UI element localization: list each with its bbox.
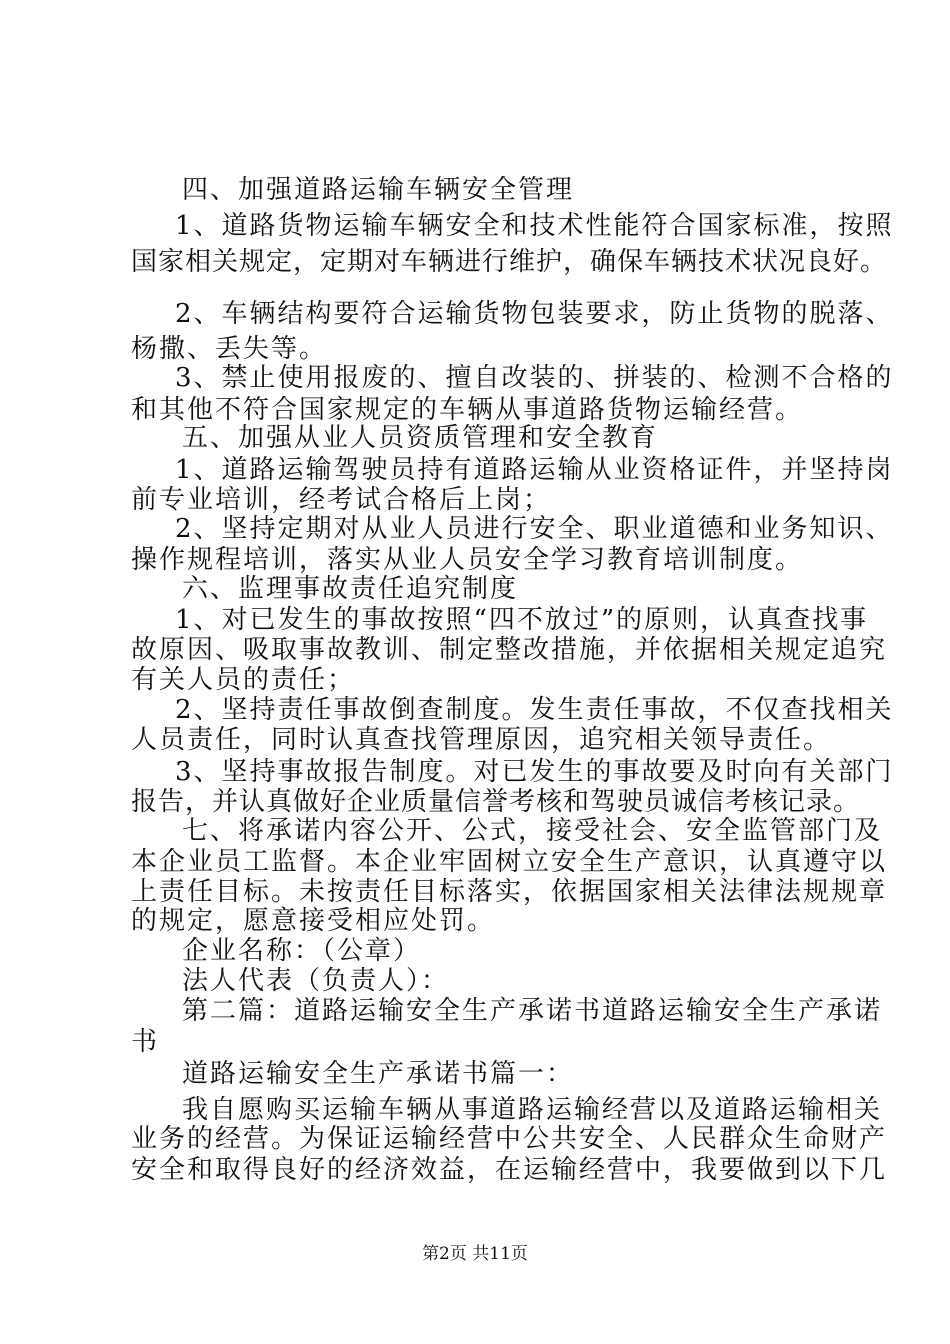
chapter-heading-2: 第二篇：道路运输安全生产承诺书道路运输安全生产承诺 xyxy=(182,996,883,1026)
paragraph-line: 1、对已发生的事故按照“四不放过”的原则，认真查找事 xyxy=(175,605,869,635)
subheading: 道路运输安全生产承诺书篇一： xyxy=(182,1059,575,1089)
section-heading-4: 四、加强道路运输车辆安全管理 xyxy=(182,175,575,205)
paragraph-line: 3、坚持事故报告制度。对已发生的事故要及时向有关部门 xyxy=(175,757,894,787)
legal-representative-field: 法人代表（负责人）： xyxy=(182,966,450,996)
paragraph-line: 国家相关规定，定期对车辆进行维护，确保车辆技术状况良好。 xyxy=(131,247,888,277)
paragraph-line: 和其他不符合国家规定的车辆从事道路货物运输经营。 xyxy=(131,395,804,425)
paragraph-line: 有关人员的责任； xyxy=(131,665,356,695)
paragraph-line: 杨撒、丢失等。 xyxy=(131,334,328,364)
paragraph-line: 2、坚持责任事故倒查制度。发生责任事故，不仅查找相关 xyxy=(175,695,894,725)
paragraph-line: 上责任目标。未按责任目标落实，依据国家相关法律法规规章 xyxy=(131,877,888,907)
paragraph-line: 1、道路运输驾驶员持有道路运输从业资格证件，并坚持岗 xyxy=(175,455,894,485)
paragraph-line: 前专业培训，经考试合格后上岗； xyxy=(131,485,552,515)
section-heading-5: 五、加强从业人员资质管理和安全教育 xyxy=(182,423,659,453)
company-name-field: 企业名称：（公章） xyxy=(182,936,422,966)
paragraph-line: 报告，并认真做好企业质量信誉考核和驾驶员诚信考核记录。 xyxy=(131,787,861,817)
paragraph-line: 七、将承诺内容公开、公式，接受社会、安全监管部门及 xyxy=(182,816,883,846)
paragraph-line: 2、车辆结构要符合运输货物包装要求，防止货物的脱落、 xyxy=(175,299,894,329)
page-number: 第2页 共11页 xyxy=(422,1244,528,1264)
section-heading-6: 六、监理事故责任追究制度 xyxy=(182,574,519,604)
paragraph-line: 本企业员工监督。本企业牢固树立安全生产意识，认真遵守以 xyxy=(131,847,888,877)
paragraph-line: 人员责任，同时认真查找管理原因，追究相关领导责任。 xyxy=(131,725,832,755)
paragraph-line: 安全和取得良好的经济效益，在运输经营中，我要做到以下几 xyxy=(131,1155,888,1185)
paragraph-line: 故原因、吸取事故教训、制定整改措施，并依据相关规定追究 xyxy=(131,635,888,665)
paragraph-line: 业务的经营。为保证运输经营中公共安全、人民群众生命财产 xyxy=(131,1124,888,1154)
paragraph-line: 2、坚持定期对从业人员进行安全、职业道德和业务知识、 xyxy=(175,514,894,544)
paragraph-line: 操作规程培训，落实从业人员安全学习教育培训制度。 xyxy=(131,545,804,575)
paragraph-line: 我自愿购买运输车辆从事道路运输经营以及道路运输相关 xyxy=(182,1095,883,1125)
paragraph-line: 1、道路货物运输车辆安全和技术性能符合国家标准，按照 xyxy=(175,211,894,241)
paragraph-line: 3、禁止使用报废的、擅自改装的、拼装的、检测不合格的 xyxy=(175,363,894,393)
paragraph-line: 的规定，愿意接受相应处罚。 xyxy=(131,906,496,936)
paragraph-line: 书 xyxy=(131,1027,160,1057)
